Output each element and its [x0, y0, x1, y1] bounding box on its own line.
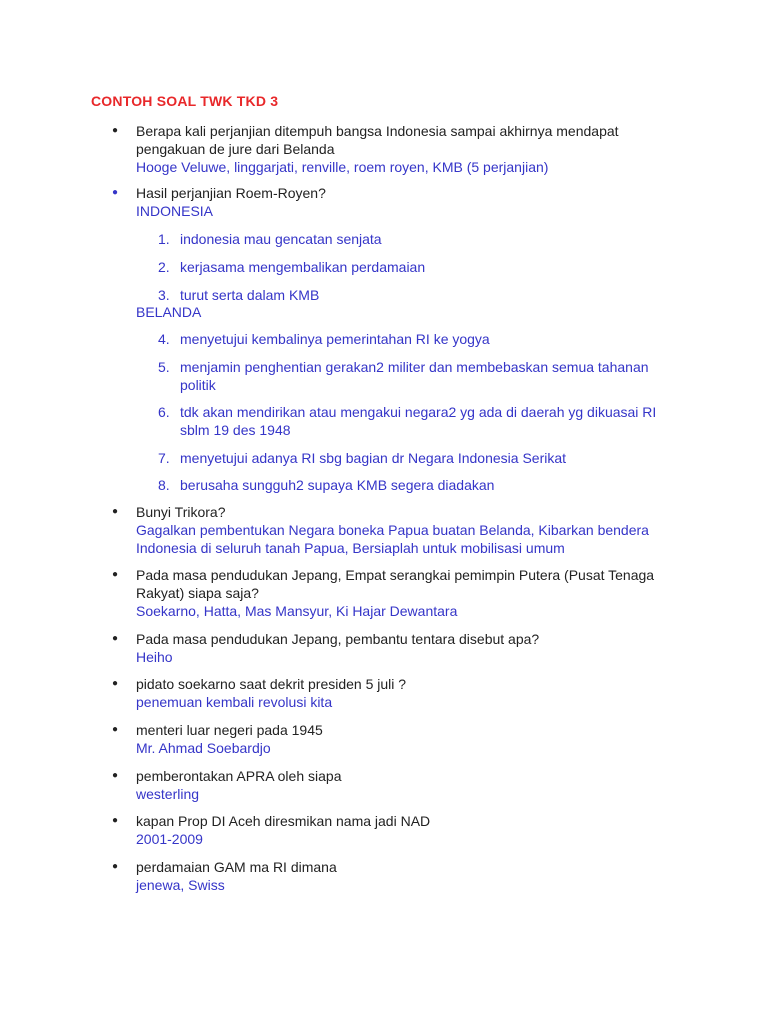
question-text [136, 184, 676, 220]
item-number: 7. [158, 450, 170, 466]
question-text [136, 812, 676, 848]
question-label: kapan Prop DI Aceh diresmikan nama jadi NAD [136, 813, 431, 829]
bullet-icon: ● [112, 125, 119, 136]
question-text [136, 503, 676, 557]
item-number: 2. [158, 259, 170, 275]
question-label: Pada masa pendudukan Jepang, pembantu tentara disebut apa? [136, 631, 540, 647]
bullet-icon: ● [112, 569, 119, 580]
question-text [136, 721, 676, 757]
answer-text: jenewa, Swiss [136, 877, 225, 893]
answer-text: penemuan kembali revolusi kita [136, 694, 333, 710]
bullet-icon: ● [112, 861, 119, 872]
question-text [136, 675, 676, 711]
document-title: CONTOH SOAL TWK TKD 3 [91, 93, 279, 109]
bullet-icon: ● [112, 506, 119, 517]
item-number: 3. [158, 287, 170, 303]
question-label: Berapa kali perjanjian ditempuh bangsa Indonesia sampai akhirnya mendapat pengakuan de jure dari Belanda [136, 123, 619, 157]
answer-text: westerling [136, 786, 200, 802]
answer-text: Soekarno, Hatta, Mas Mansyur, Ki Hajar Dewantara [136, 603, 458, 619]
question-text [136, 566, 676, 620]
bullet-icon: ● [112, 815, 119, 826]
item-text: menyetujui kembalinya pemerintahan RI ke yogya [180, 331, 490, 347]
answer-text: INDONESIA [136, 203, 214, 219]
bullet-icon: ● [112, 678, 119, 689]
answer-text: 2001-2009 [136, 831, 203, 847]
item-text: tdk akan mendirikan atau mengakui negara2 yg ada di daerah yg dikuasai RI sblm 19 des 1948 [180, 404, 657, 438]
question-text [136, 122, 676, 176]
question-label: pemberontakan APRA oleh siapa [136, 768, 342, 784]
question-label: perdamaian GAM ma RI dimana [136, 859, 337, 875]
item-number: 8. [158, 477, 170, 493]
item-number: 4. [158, 331, 170, 347]
belanda-label: BELANDA [136, 304, 202, 320]
item-number: 6. [158, 404, 170, 420]
item-text: menyetujui adanya RI sbg bagian dr Negara Indonesia Serikat [180, 450, 567, 466]
bullet-icon: ● [112, 187, 119, 198]
item-number: 5. [158, 359, 170, 375]
bullet-icon: ● [112, 633, 119, 644]
item-text: menjamin penghentian gerakan2 militer dan membebaskan semua tahanan politik [180, 359, 649, 393]
question-label: Hasil perjanjian Roem-Royen? [136, 185, 326, 201]
answer-text: Heiho [136, 649, 173, 665]
item-text: berusaha sungguh2 supaya KMB segera diadakan [180, 477, 495, 493]
answer-text: Hooge Veluwe, linggarjati, renville, roem royen, KMB (5 perjanjian) [136, 159, 549, 175]
question-text [136, 767, 676, 803]
question-label: Pada masa pendudukan Jepang, Empat serangkai pemimpin Putera (Pusat Tenaga Rakyat) siapa saja? [136, 567, 655, 601]
question-label: menteri luar negeri pada 1945 [136, 722, 323, 738]
bullet-icon: ● [112, 770, 119, 781]
answer-text: Mr. Ahmad Soebardjo [136, 740, 271, 756]
answer-text: Gagalkan pembentukan Negara boneka Papua buatan Belanda, Kibarkan bendera Indonesia di seluruh tanah Papua, Bersiaplah untuk mobilisasi umum [136, 522, 649, 556]
bullet-icon: ● [112, 724, 119, 735]
item-text: kerjasama mengembalikan perdamaian [180, 259, 426, 275]
item-number: 1. [158, 231, 170, 247]
question-text [136, 630, 676, 666]
question-text [136, 858, 676, 894]
question-label: pidato soekarno saat dekrit presiden 5 juli ? [136, 676, 407, 692]
question-label: Bunyi Trikora? [136, 504, 226, 520]
item-text: turut serta dalam KMB [180, 287, 320, 303]
item-text: indonesia mau gencatan senjata [180, 231, 382, 247]
